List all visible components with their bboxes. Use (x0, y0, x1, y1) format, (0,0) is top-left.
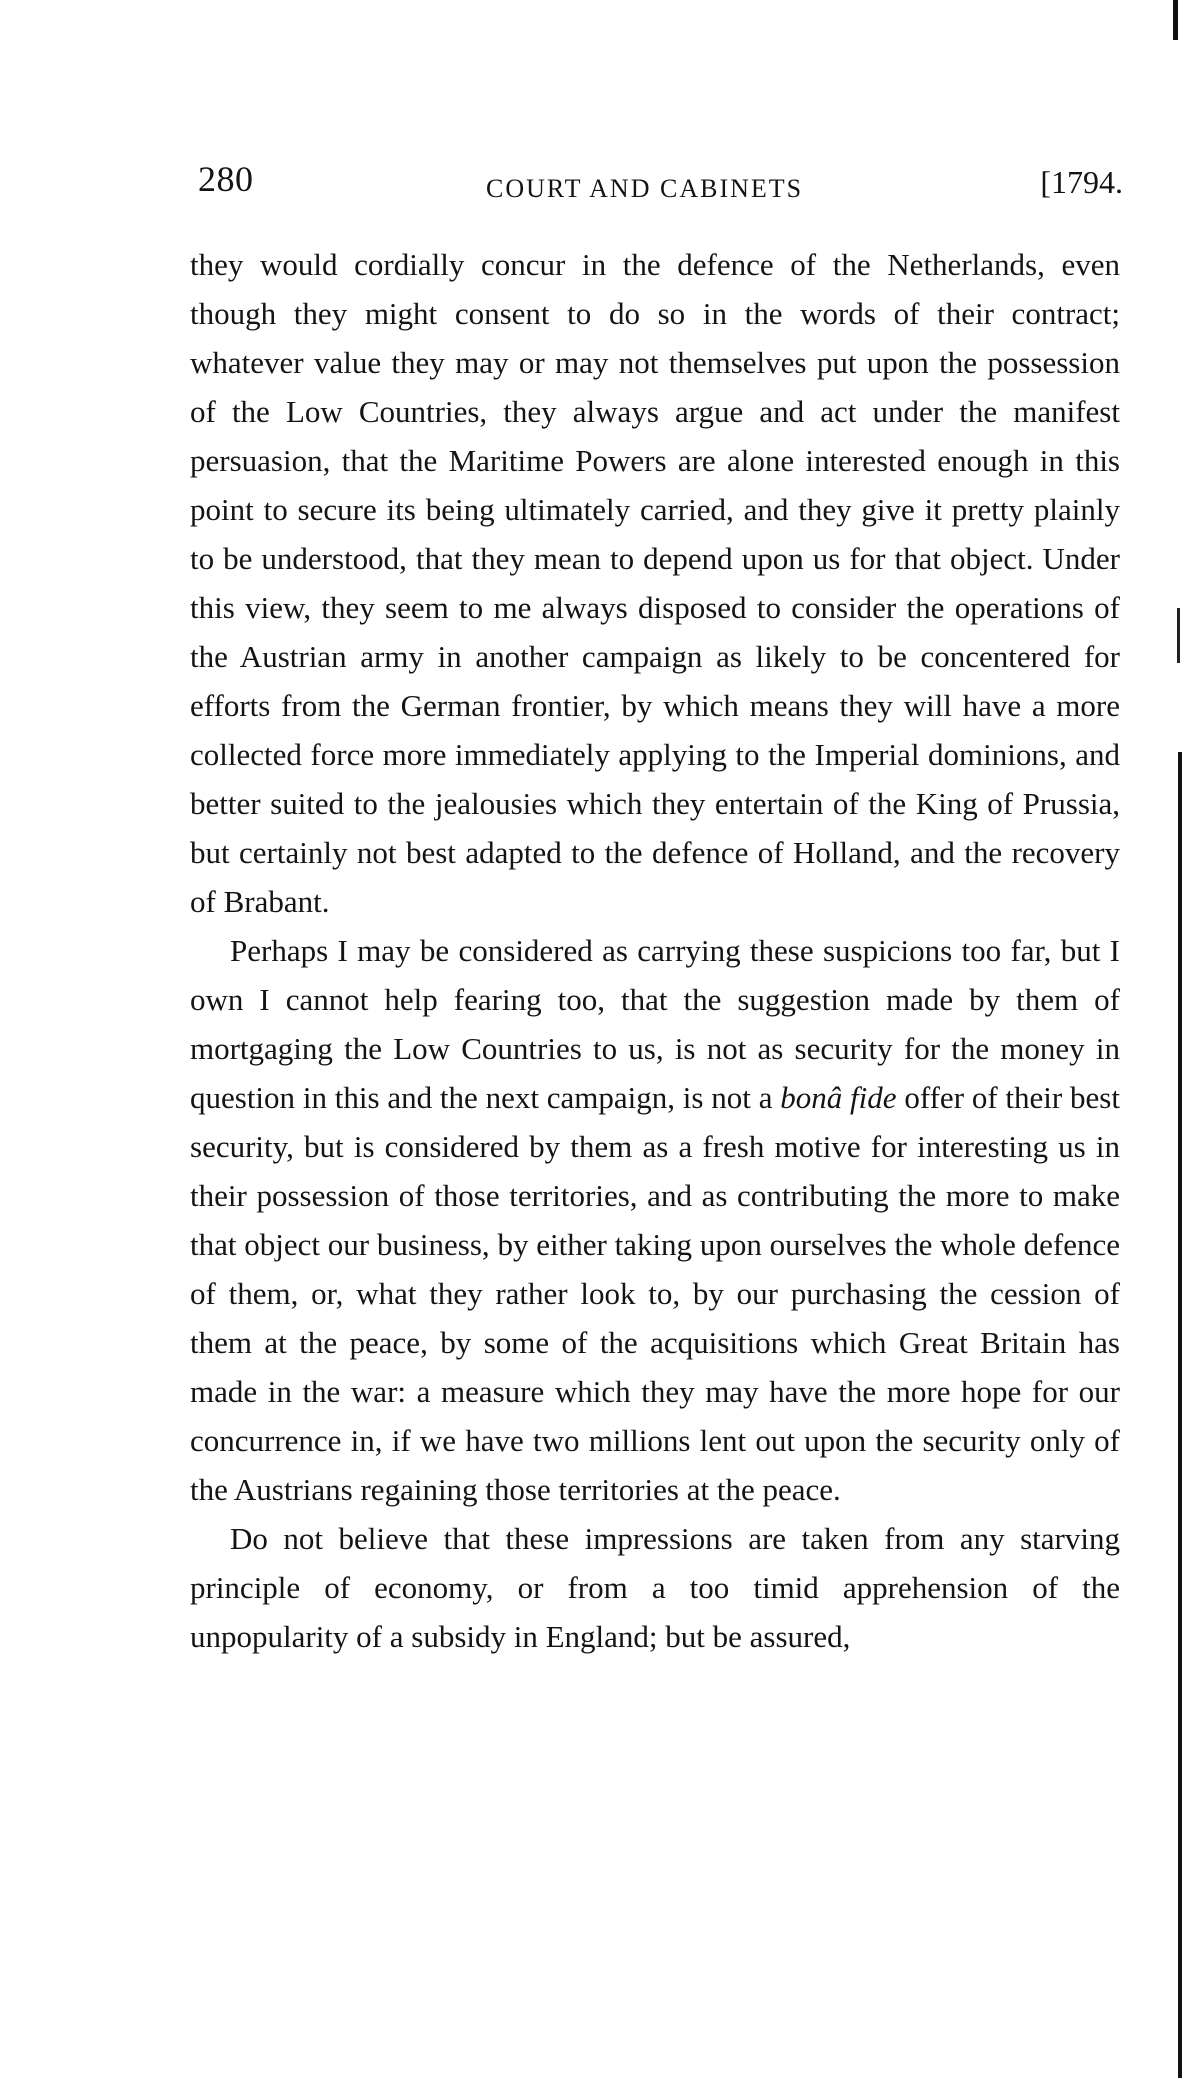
year-marker: [1794. (1040, 164, 1123, 200)
paragraph-1 (190, 240, 1120, 926)
body-text (190, 240, 1120, 1661)
scan-edge-mark-bottom (1178, 752, 1182, 2078)
paragraph-3-text: Do not believe that these impressions are taken from any starving principle of economy, or from a too timid apprehension of the unpopularity of a subsidy in England; but be assured, (190, 1521, 1120, 1654)
paragraph-3 (190, 1514, 1120, 1661)
paragraph-2-text-end: offer of their best security, but is considered by them as a fresh motive for interesting us in their possession of those territories, and as contributing the more to make that object our business, by either taking upon ourselves the whole defence of them, or, what they rather look to, by our purchasing the cession of them at the peace, by some of the acquisitions which Great Britain has made in the war: a measure which they may have the more hope for our concurrence in, if we have two millions lent out upon the security only of the Austrians regaining those territories at the peace. (190, 1080, 1120, 1507)
page-header (198, 158, 1123, 208)
page-number: 280 (198, 159, 254, 199)
scan-edge-mark-middle (1177, 608, 1180, 663)
running-head: COURT AND CABINETS (486, 174, 804, 203)
paragraph-1-text: they would cordially concur in the defence of the Netherlands, even though they might consent to do so in the words of their contract; whatever value they may or may not themselves put upon the possession of the Low Countries, they always argue and act under the manifest persuasion, that the Maritime Powers are alone interested enough in this point to secure its being ultimately carried, and they give it pretty plainly to be understood, that they mean to depend upon us for that object. Under this view, they seem to me always disposed to consider the operations of the Austrian army in another campaign as likely to be concentered for efforts from the German frontier, by which means they will have a more collected force more immediately applying to the Imperial dominions, and better suited to the jealousies which they entertain of the King of Prussia, but certainly not best adapted to the defence of Holland, and the recovery of Brabant. (190, 247, 1120, 919)
italic-phrase: bonâ fide (780, 1080, 897, 1115)
paragraph-2 (190, 926, 1120, 1514)
scan-edge-mark-top (1173, 0, 1178, 40)
paragraph-2-text-start: Perhaps I may be considered as carrying these suspicions too far, but I own I cannot help fearing too, that the suggestion made by them of mortgaging the Low Countries to us, is not as security for the money in question in this and the next campaign, is not a (190, 933, 1120, 1115)
